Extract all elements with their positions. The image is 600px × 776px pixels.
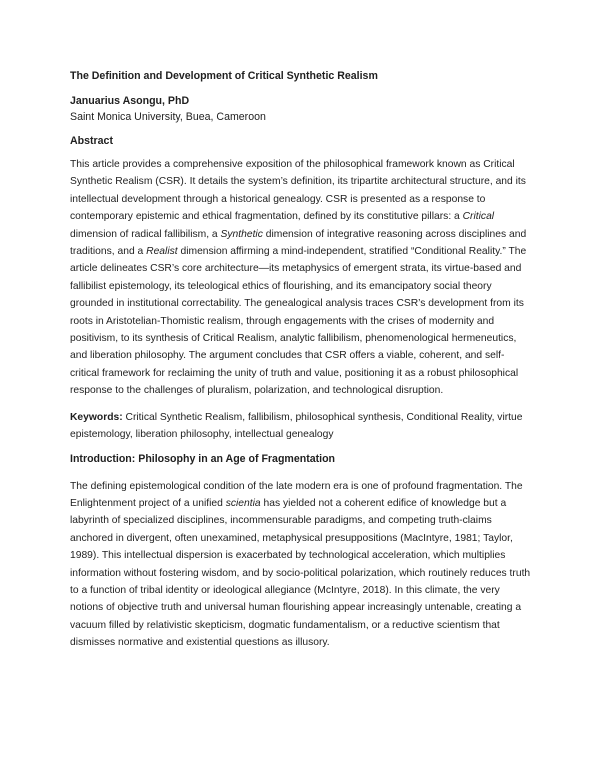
abstract-text-2: dimension of radical fallibilism, a	[70, 228, 221, 240]
author-affiliation: Saint Monica University, Buea, Cameroon	[70, 111, 266, 123]
abstract-emphasis-realist: Realist	[146, 246, 178, 258]
keywords-label: Keywords:	[70, 411, 123, 423]
abstract-heading: Abstract	[70, 135, 113, 147]
paper-title: The Definition and Development of Critical Synthetic Realism	[70, 70, 378, 82]
intro-emphasis-scientia: scientia	[225, 497, 261, 509]
abstract-text-3: dimension of integrative reasoning across disciplines and traditions, and a	[70, 228, 527, 258]
intro-text-1: The defining epistemological condition of the late modern era is one of profound fragmentation. The Enlightenment project of a unified	[70, 480, 523, 509]
abstract-text-1: This article provides a comprehensive exposition of the philosophical framework known as Critical Synthetic Realism (CSR). It details the system’s definition, its tripartite architectural structure, and its intellectual development through a historical genealogy. CSR is presented as a response to contemporary epistemic and ethical fragmentation, defined by its constitutive pillars: a	[70, 159, 526, 223]
keywords-paragraph	[70, 409, 532, 444]
abstract-paragraph	[70, 156, 532, 400]
introduction-heading: Introduction: Philosophy in an Age of Fragmentation	[70, 452, 336, 465]
abstract-emphasis-critical: Critical	[462, 211, 495, 223]
introduction-paragraph	[70, 478, 532, 652]
intro-text-2: has yielded not a coherent edifice of knowledge but a labyrinth of specialized disciplines, incommensurable paradigms, and competing truth-claims anchored in divergent, often unexamined, metaphysical presuppositions (MacIntyre, 1981; Taylor, 1989). This intellectual dispersion is exacerbated by technological acceleration, which multiplies information without fostering wisdom, and by socio-political polarization, which routinely reduces truth to a function of tribal identity or ideological allegiance (McIntyre, 2018). In this climate, the very notions of objective truth and universal human flourishing appear increasingly untenable, creating a vacuum filled by relativistic skepticism, dogmatic fundamentalism, or a reductive scientism that dismisses normative and existential questions as illusory.	[70, 497, 531, 649]
abstract-emphasis-synthetic: Synthetic	[220, 228, 263, 240]
keywords-text: Critical Synthetic Realism, fallibilism, philosophical synthesis, Conditional Reality, virtue epistemology, liberation philosophy, intellectual genealogy	[70, 411, 523, 441]
abstract-text-4: dimension affirming a mind-independent, stratified “Conditional Reality.” The article delineates CSR’s core architecture—its metaphysics of emergent strata, its virtue-based and fallibilist epistemology, its teleological ethics of flourishing, and its emancipatory social theory grounded in institutional correctability. The genealogical analysis traces CSR’s development from its roots in Aristotelian-Thomistic realism, through engagements with the crises of modernity and positivism, to its synthesis of Critical Realism, analytic fallibilism, phenomenological hermeneutics, and liberation philosophy. The argument concludes that CSR offers a viable, coherent, and self-critical framework for reclaiming the unity of truth and value, positioning it as a robust philosophical response to the challenges of pluralism, polarization, and technological disruption.	[70, 246, 527, 397]
document-page	[70, 70, 532, 652]
author-name: Januarius Asongu, PhD	[70, 95, 190, 107]
